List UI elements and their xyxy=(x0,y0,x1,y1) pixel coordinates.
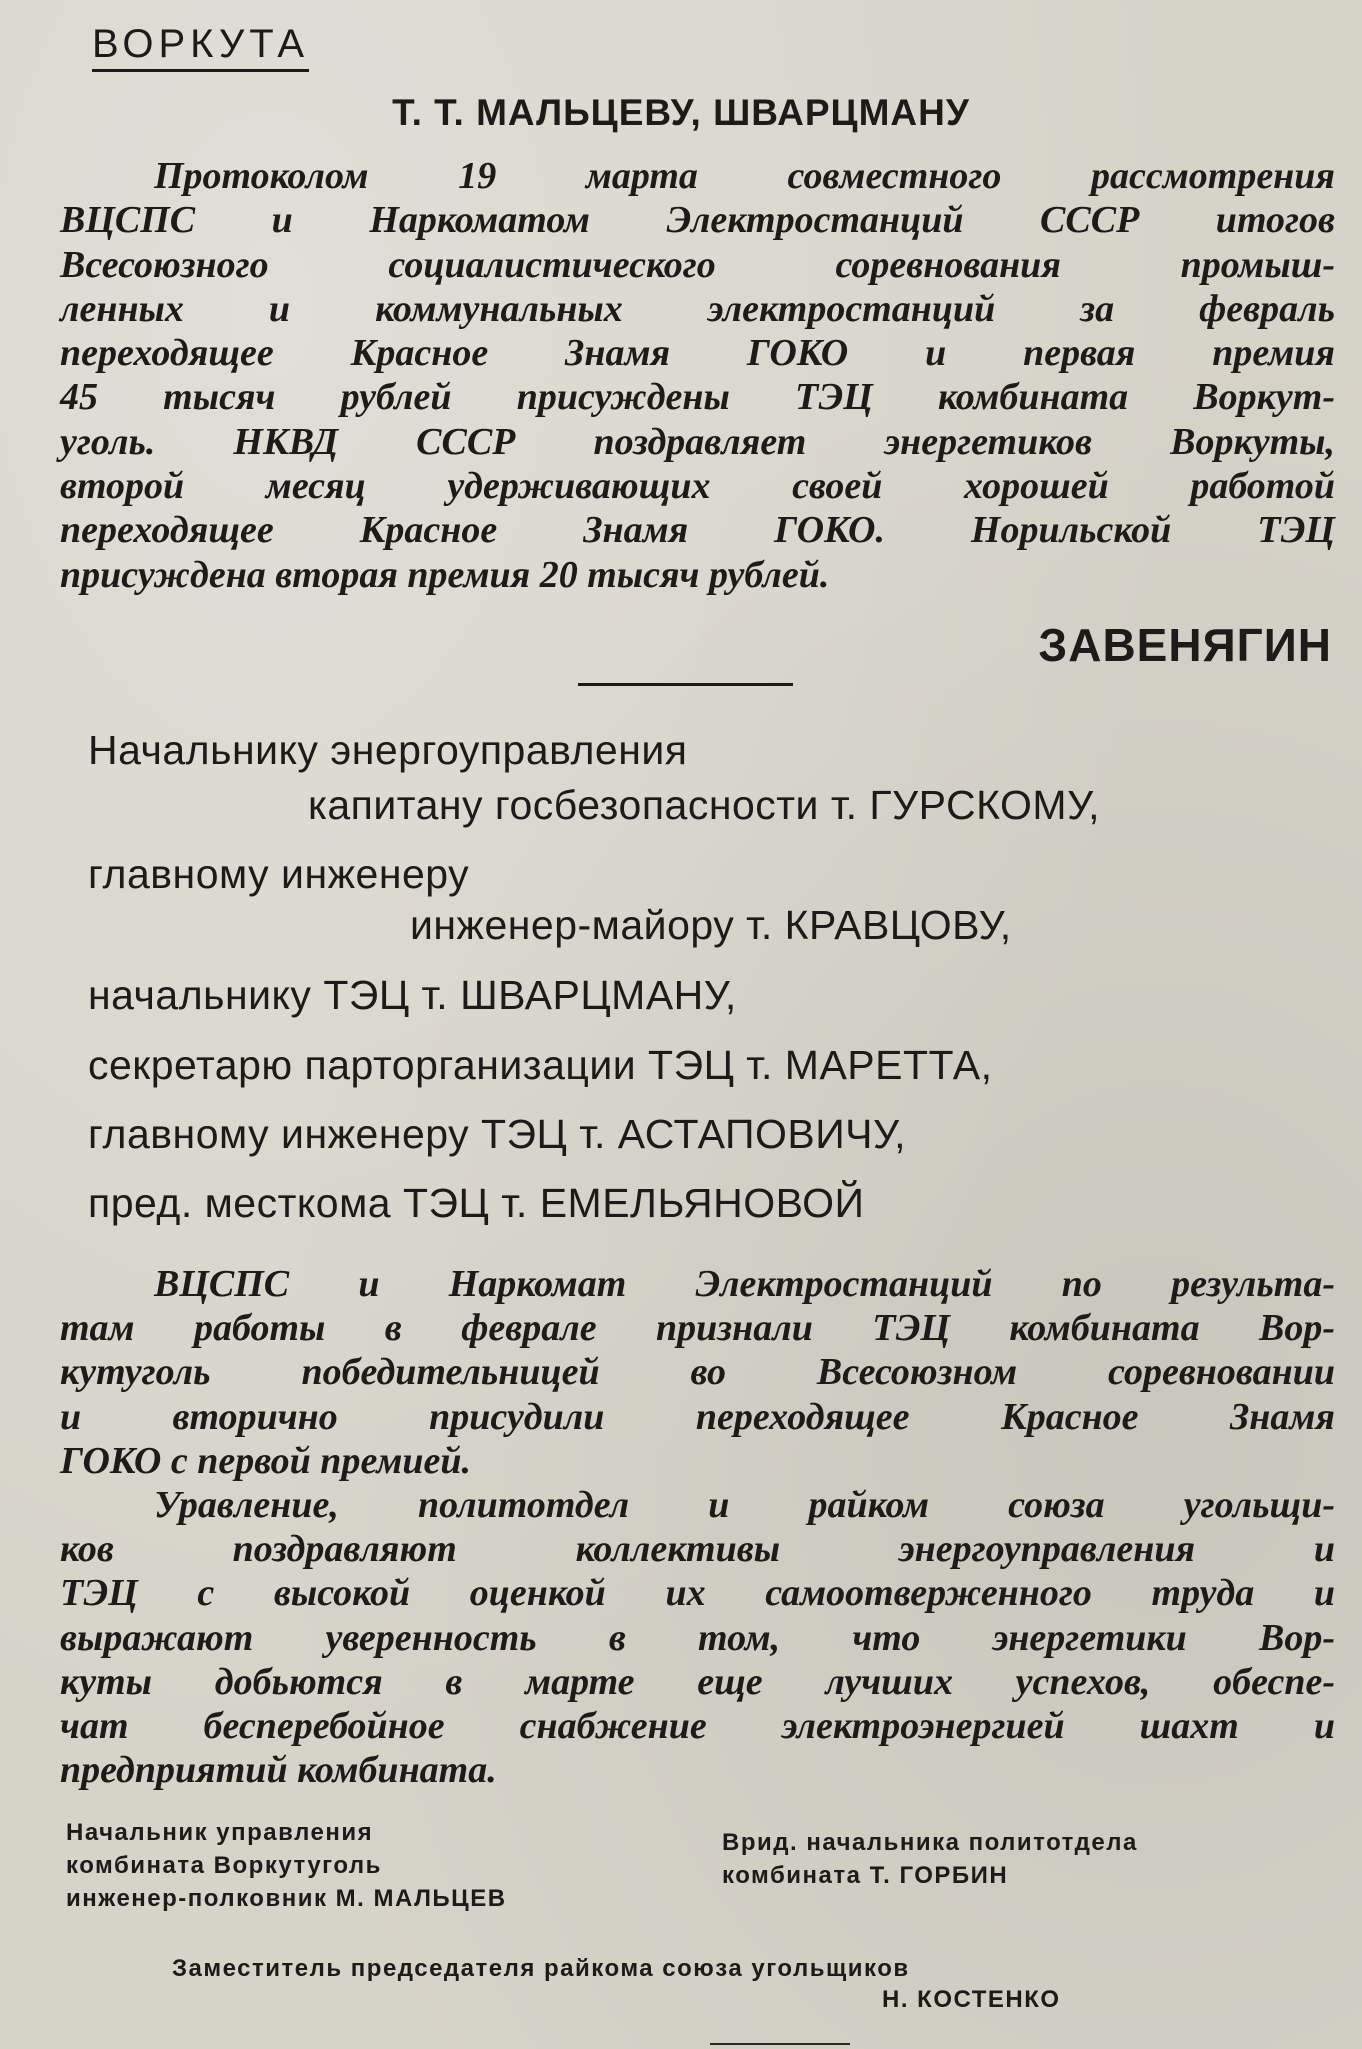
place-heading: ВОРКУТА xyxy=(92,22,309,72)
congratulation-message xyxy=(60,1262,1335,1792)
telegram-addressees: Т. Т. МАЛЬЦЕВУ, ШВАРЦМАНУ xyxy=(392,92,970,133)
telegram-text xyxy=(60,154,1335,597)
signature-line: инженер-полковник М. МАЛЬЦЕВ xyxy=(66,1885,507,1912)
recipient-line: инженер-майору т. КРАВЦОВУ, xyxy=(410,902,1012,948)
message-line: чат бесперебойное снабжение электроэнергией шахт и xyxy=(60,1705,1335,1748)
recipient-line: главному инженеру xyxy=(88,851,470,897)
telegram-line: ВЦСПС и Наркоматом Электростанций СССР итогов xyxy=(60,199,1335,242)
telegram-line: Протоколом 19 марта совместного рассмотрения xyxy=(154,155,1335,197)
signature-bottom-title: Заместитель председателя райкома союза угольщиков xyxy=(172,1955,910,1982)
message-line: кутуголь победительницей во Всесоюзном соревновании xyxy=(60,1351,1335,1394)
message-line: куты добьются в марте еще лучших успехов, обеспе- xyxy=(60,1660,1335,1703)
message-line: Уравление, политотдел и райком союза угольщи- xyxy=(154,1484,1335,1527)
telegram-line: переходящее Красное Знамя ГОКО. Норильской ТЭЦ xyxy=(60,509,1335,552)
message-line: там работы в феврале признали ТЭЦ комбината Вор- xyxy=(60,1307,1335,1350)
telegram-line: переходящее Красное Знамя ГОКО и первая премия xyxy=(60,332,1335,375)
signature-line: комбината Воркутуголь xyxy=(66,1852,382,1879)
message-line: предприятий комбината. xyxy=(60,1749,497,1792)
telegram-line: уголь. НКВД СССР поздравляет энергетиков Воркуты, xyxy=(60,420,1335,463)
telegram-line: Всесоюзного социалистического соревнования промыш- xyxy=(60,243,1335,286)
signature-line: Врид. начальника политотдела xyxy=(722,1829,1138,1856)
message-line: выражают уверенность в том, что энергетики Вор- xyxy=(60,1616,1335,1659)
telegram-line: присуждена вторая премия 20 тысяч рублей. xyxy=(60,553,830,596)
signature-bottom-name: Н. КОСТЕНКО xyxy=(882,1986,1061,2013)
recipient-line: главному инженеру ТЭЦ т. АСТАПОВИЧУ, xyxy=(88,1111,907,1157)
signature-line: Начальник управления xyxy=(66,1819,374,1846)
message-line: ТЭЦ с высокой оценкой их самоотверженного труда и xyxy=(60,1572,1335,1615)
bottom-divider xyxy=(710,2043,850,2045)
telegram-signature: ЗАВЕНЯГИН xyxy=(1038,619,1332,671)
message-line: и вторично присудили переходящее Красное Знамя xyxy=(60,1395,1335,1438)
signature-line: комбината Т. ГОРБИН xyxy=(722,1862,1009,1889)
message-line: ВЦСПС и Наркомат Электростанций по результа- xyxy=(154,1263,1335,1305)
message-line: ГОКО с первой премией. xyxy=(60,1439,472,1482)
message-line: ков поздравляют коллективы энергоуправления и xyxy=(60,1528,1335,1571)
recipient-line: Начальнику энергоуправления xyxy=(88,727,688,773)
recipient-line: секретарю парторганизации ТЭЦ т. МАРЕТТА, xyxy=(88,1042,993,1088)
telegram-line: ленных и коммунальных электростанций за февраль xyxy=(60,287,1335,330)
signature-left xyxy=(66,1816,507,1915)
telegram-line: второй месяц удерживающих своей хорошей работой xyxy=(60,465,1335,508)
section-divider xyxy=(578,683,793,686)
telegram-line: 45 тысяч рублей присуждены ТЭЦ комбината Воркут- xyxy=(60,376,1335,419)
recipient-line: пред. месткома ТЭЦ т. ЕМЕЛЬЯНОВОЙ xyxy=(88,1180,865,1226)
recipient-line: начальнику ТЭЦ т. ШВАРЦМАНУ, xyxy=(88,972,737,1018)
signature-right xyxy=(722,1826,1138,1892)
recipient-line: капитану госбезопасности т. ГУРСКОМУ, xyxy=(308,782,1101,828)
